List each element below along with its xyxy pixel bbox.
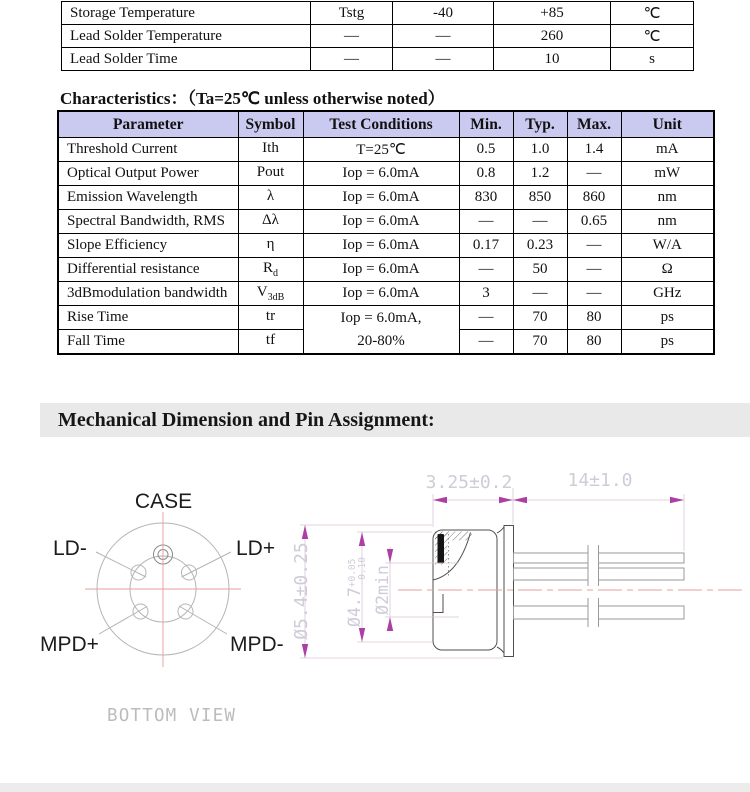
table-row — [58, 186, 714, 210]
cell-min: 0.17 — [459, 234, 513, 258]
cell-min: -40 — [393, 2, 494, 25]
dim-lead-length-label: 14±1.0 — [567, 470, 633, 491]
cell-parameter: Emission Wavelength — [58, 186, 238, 210]
cell-parameter: Rise Time — [58, 306, 238, 330]
cell-symbol: $R_d$ — [238, 258, 303, 282]
cell-typ: 70 — [513, 330, 567, 355]
can-flare-top — [497, 527, 504, 533]
cell-min: 830 — [459, 186, 513, 210]
cell-typ: 1.0 — [513, 138, 567, 162]
cell-symbol: λ — [238, 186, 303, 210]
cell-unit: ℃ — [611, 2, 694, 25]
mechanical-section-header — [40, 403, 750, 437]
cell-max: 80 — [567, 306, 621, 330]
cell-parameter: Fall Time — [58, 330, 238, 355]
can-flare-bottom — [497, 647, 504, 653]
cell-max: 260 — [494, 25, 611, 48]
dimensions — [291, 470, 684, 658]
cell-typ: — — [513, 282, 567, 306]
leader-mpd-plus — [99, 607, 147, 635]
dim-arrow — [359, 628, 365, 642]
table-header-row — [58, 111, 714, 138]
cell-unit: ps — [621, 306, 714, 330]
header-max: Max. — [567, 111, 621, 138]
dim-arrow — [387, 549, 393, 563]
cell-unit: Ω — [621, 258, 714, 282]
dim-can-dia-label: $Ø4.7^{+0.05}-0.10$ — [345, 557, 368, 627]
cell-condition: Iop = 6.0mA — [303, 162, 459, 186]
cell-symbol: Δλ — [238, 210, 303, 234]
dim-arrow — [513, 497, 527, 503]
cell-max: — — [567, 234, 621, 258]
cell-unit: nm — [621, 186, 714, 210]
characteristics-table — [57, 110, 715, 355]
cell-unit: mA — [621, 138, 714, 162]
leader-mpd-minus — [179, 606, 227, 634]
cell-parameter: Lead Solder Temperature — [62, 25, 311, 48]
dim-flange-dia-label: Ø5.4±0.25 — [291, 542, 312, 640]
cell-parameter: Lead Solder Time — [62, 48, 311, 71]
table-row — [58, 258, 714, 282]
cell-symbol: η — [238, 234, 303, 258]
cell-max: 0.65 — [567, 210, 621, 234]
table-row — [58, 306, 714, 330]
cell-min: — — [393, 25, 494, 48]
lead-3-left — [514, 606, 589, 619]
header-min: Min. — [459, 111, 513, 138]
cell-max: 860 — [567, 186, 621, 210]
lead-2-left — [514, 568, 589, 580]
cell-typ: 70 — [513, 306, 567, 330]
cell-parameter: Storage Temperature — [62, 2, 311, 25]
cell-condition: Iop = 6.0mA — [303, 186, 459, 210]
cell-symbol: — — [311, 48, 393, 71]
lead-1-left — [514, 553, 589, 563]
lead-3-right — [599, 606, 685, 619]
cell-min: 0.8 — [459, 162, 513, 186]
lead-2-right — [599, 568, 685, 580]
cell-typ: — — [513, 210, 567, 234]
cell-condition: T=25℃ — [303, 138, 459, 162]
cell-symbol: Ith — [238, 138, 303, 162]
cell-max: 80 — [567, 330, 621, 355]
dim-arrow — [302, 644, 308, 658]
cell-symbol: Tstg — [311, 2, 393, 25]
case-label: CASE — [134, 490, 193, 513]
cell-symbol: Pout — [238, 162, 303, 186]
cell-max: 10 — [494, 48, 611, 71]
laser-chip — [438, 534, 445, 564]
dim-can-length-label: 3.25±0.2 — [425, 472, 513, 493]
header-typ: Typ. — [513, 111, 567, 138]
cell-condition: Iop = 6.0mA — [303, 210, 459, 234]
cell-parameter: Spectral Bandwidth, RMS — [58, 210, 238, 234]
cell-min: — — [459, 330, 513, 355]
cell-max: — — [567, 282, 621, 306]
cell-max: — — [567, 258, 621, 282]
cell-min: — — [459, 210, 513, 234]
header-parameter: Parameter — [58, 111, 238, 138]
ld-minus-label: LD- — [53, 537, 87, 560]
pin-ld-plus — [182, 565, 197, 580]
cell-max: 1.4 — [567, 138, 621, 162]
table-row — [58, 210, 714, 234]
table-row — [62, 48, 694, 71]
cell-min: — — [459, 306, 513, 330]
cell-min: 0.5 — [459, 138, 513, 162]
cell-condition-merged: Iop = 6.0mA, 20-80% — [303, 306, 459, 355]
cell-min: — — [393, 48, 494, 71]
cell-max: — — [567, 162, 621, 186]
table-row — [58, 234, 714, 258]
header-unit: Unit — [621, 111, 714, 138]
side-view — [291, 470, 746, 658]
table-row — [62, 2, 694, 25]
lead-1-right — [599, 553, 685, 563]
cell-parameter: Slope Efficiency — [58, 234, 238, 258]
dim-arrow — [359, 532, 365, 546]
mechanical-drawing — [0, 450, 750, 750]
cell-symbol: $V_{3dB}$ — [238, 282, 303, 306]
cell-unit: ps — [621, 330, 714, 355]
cell-unit: W/A — [621, 234, 714, 258]
dim-arrow — [499, 497, 513, 503]
cell-parameter: Threshold Current — [58, 138, 238, 162]
cell-parameter: Differential resistance — [58, 258, 238, 282]
dim-arrow — [433, 497, 447, 503]
table-row — [62, 25, 694, 48]
cell-symbol: — — [311, 25, 393, 48]
cell-symbol: tr — [238, 306, 303, 330]
cell-unit: ℃ — [611, 25, 694, 48]
cell-condition: Iop = 6.0mA — [303, 258, 459, 282]
cell-typ: 50 — [513, 258, 567, 282]
cell-condition: Iop = 6.0mA — [303, 282, 459, 306]
cell-unit: nm — [621, 210, 714, 234]
cell-unit: s — [611, 48, 694, 71]
cell-max: +85 — [494, 2, 611, 25]
dim-arrow — [302, 525, 308, 539]
cell-parameter: 3dBmodulation bandwidth — [58, 282, 238, 306]
ld-plus-label: LD+ — [236, 537, 276, 560]
cell-min: 3 — [459, 282, 513, 306]
dim-arrow — [387, 617, 393, 631]
table-row — [58, 162, 714, 186]
characteristics-heading: Characteristics：（Ta=25℃ unless otherwise noted） — [60, 89, 445, 108]
cell-unit: GHz — [621, 282, 714, 306]
mpd-minus-label: MPD- — [230, 633, 284, 656]
pin-mpd-plus — [133, 604, 148, 619]
cell-condition: Iop = 6.0mA — [303, 234, 459, 258]
flange — [504, 526, 514, 657]
ratings-table — [61, 1, 694, 71]
header-symbol: Symbol — [238, 111, 303, 138]
stem-step — [434, 594, 444, 613]
cell-typ: 850 — [513, 186, 567, 210]
dim-aperture-label: Ø2min — [373, 565, 392, 615]
header-test-conditions: Test Conditions — [303, 111, 459, 138]
mpd-plus-label: MPD+ — [40, 633, 99, 656]
cell-symbol: tf — [238, 330, 303, 355]
bottom-view-caption: BOTTOM VIEW — [107, 706, 237, 726]
dim-arrow — [670, 497, 684, 503]
cell-unit: mW — [621, 162, 714, 186]
mechanical-section-title: Mechanical Dimension and Pin Assignment: — [58, 409, 435, 431]
page-bottom-edge — [0, 783, 750, 792]
table-row — [58, 282, 714, 306]
cell-typ: 0.23 — [513, 234, 567, 258]
table-row — [58, 138, 714, 162]
bottom-view — [40, 490, 284, 726]
cell-parameter: Optical Output Power — [58, 162, 238, 186]
cell-typ: 1.2 — [513, 162, 567, 186]
leader-ld-plus — [182, 552, 232, 577]
cell-min: — — [459, 258, 513, 282]
